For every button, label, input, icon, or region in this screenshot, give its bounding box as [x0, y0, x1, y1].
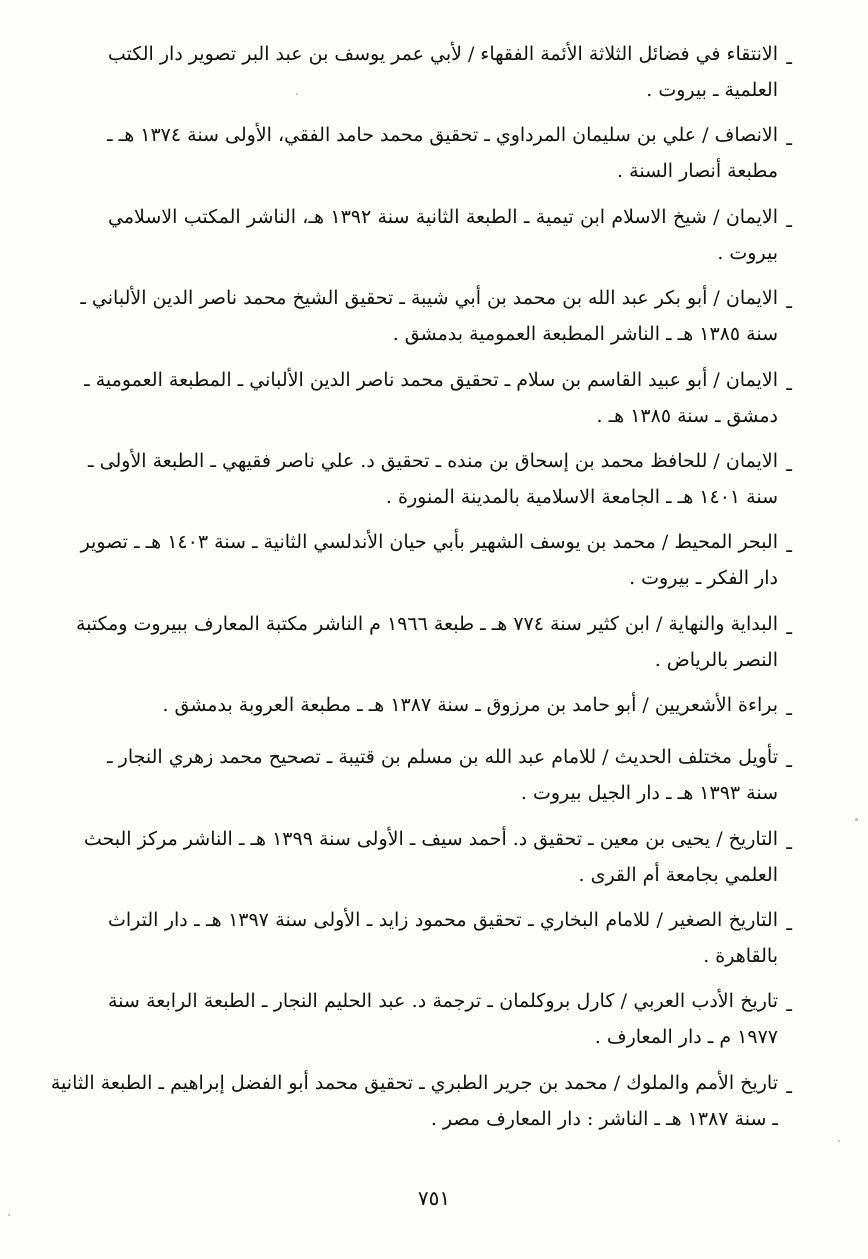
- bibliography-entry: [84, 362, 792, 443]
- entry-bullet: ـ: [786, 831, 792, 854]
- bibliography-entry: [83, 821, 792, 902]
- bibliography-entry: [108, 983, 792, 1064]
- bibliography-entry: [80, 524, 792, 605]
- bibliography-entry: [75, 606, 792, 687]
- entry-bullet: ـ: [786, 994, 792, 1017]
- entry-line: التاريخ / يحيى بن معين ـ تحقيق د. أحمد سيف ـ الأولى سنة ١٣٩٩ هـ ـ الناشر مركز البحث: [83, 827, 778, 850]
- entry-line: تأويل مختلف الحديث / للامام عبد الله بن مسلم بن قتيبة ـ تصحيح محمد زهري النجار ـ: [107, 746, 778, 769]
- bibliography-entry: [108, 117, 792, 198]
- entry-bullet: ـ: [786, 616, 792, 639]
- bibliography-entry: [88, 443, 792, 524]
- scan-speck: [838, 1140, 840, 1142]
- entry-bullet: ـ: [786, 209, 792, 232]
- entry-line: البحر المحيط / محمد بن يوسف الشهير بأبي حيان الأندلسي الثانية ـ سنة ١٤٠٣ هـ ـ تصوير: [80, 531, 778, 554]
- entry-line: دمشق ـ سنة ١٣٨٥ هـ .: [596, 404, 778, 427]
- bibliography-entry: [108, 902, 792, 983]
- entry-line: الايمان / للحافظ محمد بن إسحاق بن منده ـ تحقيق د. علي ناصر فقيهي ـ الطبعة الأولى ـ: [88, 449, 778, 472]
- entry-line: الانصاف / علي بن سليمان المرداوي ـ تحقيق محمد حامد الفقي، الأولى سنة ١٣٧٤ هـ ـ: [107, 124, 778, 147]
- entry-line: براءة الأشعريين / أبو حامد بن مرزوق ـ سنة ١٣٨٧ هـ ـ مطبعة العروبة بدمشق .: [162, 694, 778, 717]
- entry-line: تاريخ الأدب العربي / كارل بروكلمان ـ ترجمة د. عبد الحليم النجار ـ الطبعة الرابعة سنة: [108, 990, 778, 1013]
- page-number: ٧٥١: [417, 1186, 451, 1210]
- entry-bullet: ـ: [786, 372, 792, 395]
- entry-line: ١٩٧٧ م ـ دار المعارف .: [594, 1026, 778, 1049]
- entry-bullet: ـ: [786, 750, 792, 773]
- entry-bullet: ـ: [786, 535, 792, 558]
- entry-line: بيروت .: [717, 241, 778, 264]
- entry-bullet: ـ: [786, 698, 792, 721]
- entry-line: تاريخ الأمم والملوك / محمد بن جرير الطبري ـ تحقيق محمد أبو الفضل إبراهيم ـ الطبعة الثانية: [50, 1071, 778, 1094]
- entry-line: بالقاهرة .: [703, 944, 778, 967]
- entry-line: العلمي بجامعة أم القرى .: [578, 863, 778, 886]
- entry-bullet: ـ: [786, 912, 792, 935]
- entry-line: الانتقاء في فضائل الثلاثة الأئمة الفقهاء / لأبي عمر يوسف بن عبد البر تصوير دار الكتب: [107, 43, 778, 65]
- bibliography-list: [50, 36, 792, 1146]
- bibliography-entry: [108, 739, 792, 820]
- entry-bullet: ـ: [786, 453, 792, 476]
- entry-bullet: ـ: [786, 47, 792, 69]
- entry-line: الايمان / أبو بكر عبد الله بن محمد بن أبي شيبة ـ تحقيق الشيخ محمد ناصر الدين الألباني ـ: [80, 287, 778, 310]
- entry-line: ـ سنة ١٣٨٧ هـ ـ الناشر : دار المعارف مصر .: [430, 1107, 778, 1130]
- scan-speck: [855, 818, 858, 821]
- scan-speck: [296, 93, 298, 95]
- entry-line: العلمية ـ بيروت .: [646, 79, 778, 101]
- entry-line: سنة ١٣٨٥ هـ ـ الناشر المطبعة العمومية بدمشق .: [392, 323, 778, 346]
- entry-line: البداية والنهاية / ابن كثير سنة ٧٧٤ هـ ـ طبعة ١٩٦٦ م الناشر مكتبة المعارف ببيروت ومكتبة: [75, 612, 778, 635]
- entry-line: مطبعة أنصار السنة .: [617, 160, 778, 183]
- entry-line: دار الفكر ـ بيروت .: [629, 567, 778, 590]
- bibliography-entry: [108, 36, 792, 117]
- bibliography-entry: [108, 199, 792, 280]
- entry-bullet: ـ: [786, 291, 792, 314]
- entry-line: الايمان / أبو عبيد القاسم بن سلام ـ تحقيق محمد ناصر الدين الألباني ـ المطبعة العمومية ـ: [84, 368, 778, 391]
- entry-bullet: ـ: [786, 128, 792, 151]
- entry-line: سنة ١٤٠١ هـ ـ الجامعة الاسلامية بالمدينة المنورة .: [385, 485, 778, 508]
- entry-bullet: ـ: [786, 1075, 792, 1098]
- entry-line: التاريخ الصغير / للامام البخاري ـ تحقيق محمود زايد ـ الأولى سنة ١٣٩٧ هـ ـ دار التراث: [108, 908, 778, 931]
- entry-line: سنة ١٣٩٣ هـ ـ دار الجيل بيروت .: [520, 782, 778, 805]
- bibliography-entry: [108, 687, 792, 739]
- bibliography-entry: [50, 1065, 792, 1146]
- bibliography-entry: [80, 280, 792, 361]
- scan-speck: [8, 1214, 10, 1216]
- entry-line: الايمان / شيخ الاسلام ابن تيمية ـ الطبعة الثانية سنة ١٣٩٢ هـ، الناشر المكتب الاسلامي: [108, 205, 778, 228]
- entry-line: النصر بالرياض .: [654, 648, 778, 671]
